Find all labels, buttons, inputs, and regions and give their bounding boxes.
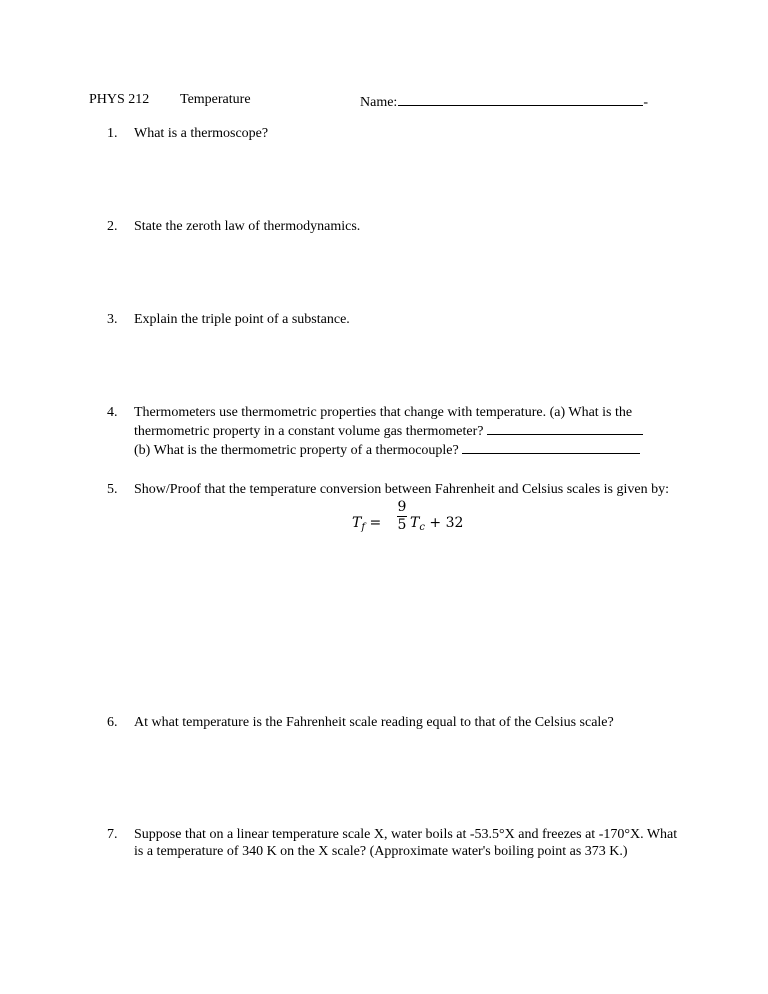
question-text: State the zeroth law of thermodynamics. [134, 219, 361, 234]
part-a-answer-blank[interactable] [487, 421, 643, 435]
name-field[interactable] [360, 91, 648, 111]
question-text-line-2 [134, 421, 674, 440]
formula-rhs: $T_c + 32$ [410, 515, 464, 533]
name-suffix: - [643, 95, 648, 110]
part-b-text: (b) What is the thermometric property of a thermocouple? [134, 443, 459, 458]
fraction-denominator: 5 [397, 517, 407, 533]
question-number: 1. [107, 126, 118, 141]
question-text-line-1: Suppose that on a linear temperature scale X, water boils at -53.5°X and freezes at -170°X. What [134, 827, 678, 842]
part-a-text: thermometric property in a constant volume gas thermometer? [134, 424, 484, 439]
worksheet-header [89, 91, 689, 109]
name-blank-line[interactable] [398, 91, 643, 106]
question-text-line-3 [134, 440, 674, 459]
question-number: 5. [107, 482, 118, 497]
fahrenheit-celsius-formula [352, 499, 472, 543]
fraction-numerator: 9 [397, 499, 407, 515]
question-number: 7. [107, 827, 118, 842]
question-text: What is a thermoscope? [134, 126, 269, 141]
question-text: At what temperature is the Fahrenheit scale reading equal to that of the Celsius scale? [134, 715, 614, 730]
part-b-answer-blank[interactable] [462, 440, 640, 454]
question-text-line-1: Thermometers use thermometric properties that change with temperature. (a) What is the [134, 405, 633, 420]
worksheet-topic: Temperature [180, 92, 251, 107]
formula-lhs: $T_f$ = [352, 515, 382, 533]
formula-fraction [396, 499, 408, 533]
question-text: Show/Proof that the temperature conversion between Fahrenheit and Celsius scales is given by: [134, 482, 669, 497]
question-number: 2. [107, 219, 118, 234]
question-number: 6. [107, 715, 118, 730]
question-text-line-2: is a temperature of 340 K on the X scale? (Approximate water's boiling point as 373 K.) [134, 844, 628, 859]
question-number: 4. [107, 405, 118, 420]
question-text: Explain the triple point of a substance. [134, 312, 350, 327]
name-label: Name: [360, 95, 398, 110]
question-number: 3. [107, 312, 118, 327]
course-code: PHYS 212 [89, 92, 150, 107]
